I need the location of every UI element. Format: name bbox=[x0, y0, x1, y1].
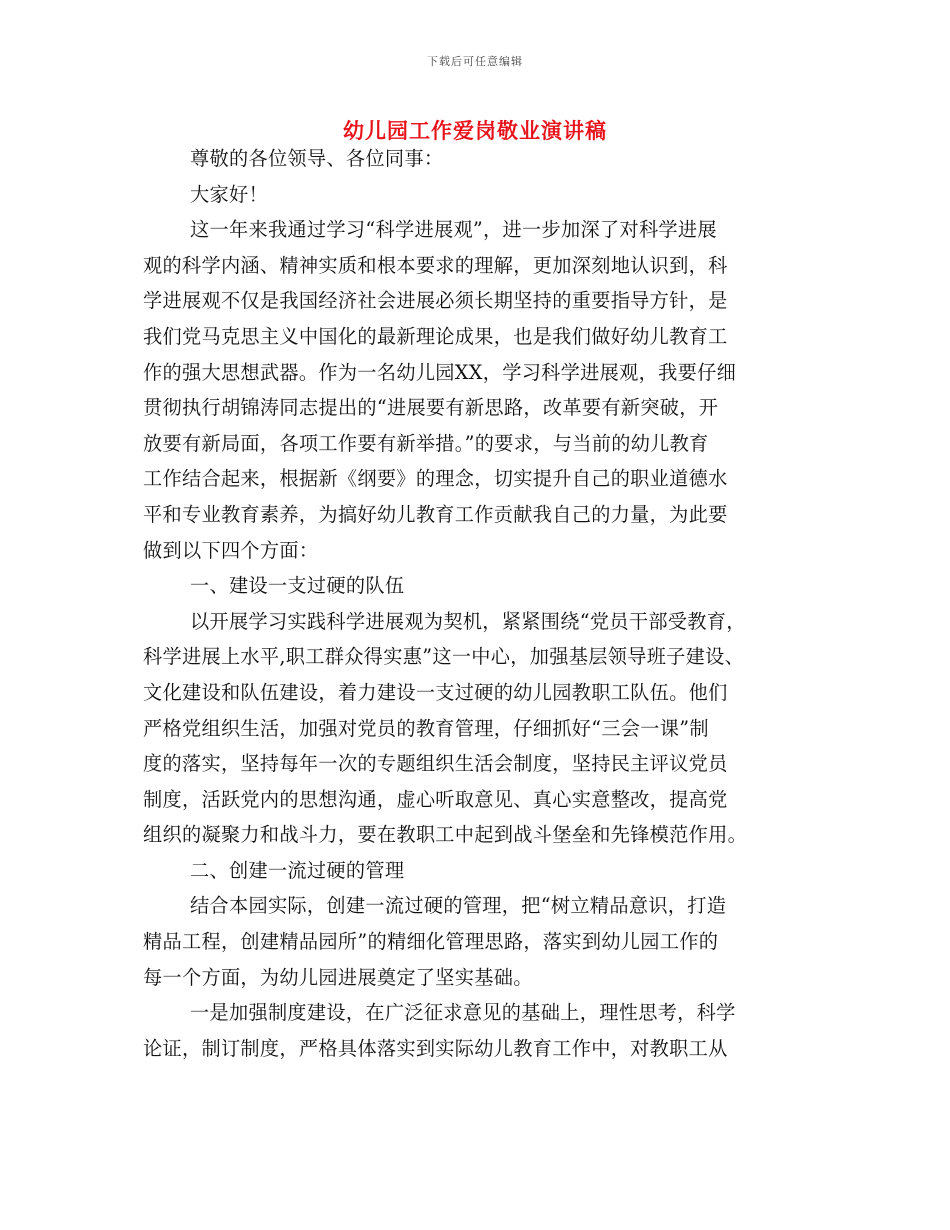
text-line: 这一年来我通过学习“科学进展观”，进一步加深了对科学进展 bbox=[190, 218, 717, 242]
text-line: 观的科学内涵、精神实质和根本要求的理解，更加深刻地认识到，科 bbox=[143, 253, 728, 277]
text-line: 作的强大思想武器。作为一名幼儿园XX，学习科学进展观，我要仔细 bbox=[143, 360, 737, 384]
header-note: 下载后可任意编辑 bbox=[427, 55, 523, 68]
text-line: 文化建设和队伍建设，着力建设一支过硬的幼儿园教职工队伍。他们 bbox=[143, 680, 728, 704]
text-line: 以开展学习实践科学进展观为契机，紧紧围绕“党员干部受教育， bbox=[190, 609, 746, 633]
text-line: 放要有新局面，各项工作要有新举措。”的要求，与当前的幼儿教育 bbox=[143, 431, 709, 455]
text-line: 度的落实，坚持每年一次的专题组织生活会制度，坚持民主评议党员 bbox=[143, 752, 728, 776]
text-line: 严格党组织生活，加强对党员的教育管理，仔细抓好“三会一课”制 bbox=[143, 716, 709, 740]
text-line: 结合本园实际，创建一流过硬的管理，把“树立精品意识，打造 bbox=[190, 894, 727, 918]
text-line: 我们党马克思主义中国化的最新理论成果，也是我们做好幼儿教育工 bbox=[143, 324, 728, 348]
text-line: 一是加强制度建设，在广泛征求意见的基础上，理性思考，科学 bbox=[190, 1001, 736, 1025]
text-line: 学进展观不仅是我国经济社会进展必须长期坚持的重要指导方针，是 bbox=[143, 289, 728, 313]
text-line: 做到以下四个方面： bbox=[143, 538, 319, 562]
text-line: 平和专业教育素养，为搞好幼儿教育工作贡献我自己的力量，为此要 bbox=[143, 502, 728, 526]
text-line: 二、创建一流过硬的管理 bbox=[190, 858, 405, 882]
document-body bbox=[143, 141, 803, 1066]
text-line: 精品工程，创建精品园所”的精细化管理思路，落实到幼儿园工作的 bbox=[143, 930, 719, 954]
text-line: 大家好！ bbox=[190, 182, 268, 206]
document-title: 幼儿园工作爱岗敬业演讲稿 bbox=[343, 118, 607, 143]
text-line: 制度，活跃党内的思想沟通，虚心听取意见、真心实意整改，提高党 bbox=[143, 787, 728, 811]
text-line: 尊敬的各位领导、各位同事： bbox=[190, 147, 444, 170]
text-line: 工作结合起来，根据新《纲要》的理念，切实提升自己的职业道德水 bbox=[143, 467, 728, 491]
text-line: 组织的凝聚力和战斗力，要在教职工中起到战斗堡垒和先锋模范作用。 bbox=[143, 823, 748, 847]
text-line: 论证，制订制度，严格具体落实到实际幼儿教育工作中，对教职工从 bbox=[143, 1036, 728, 1060]
text-line: 科学进展上水平,职工群众得实惠”这一中心，加强基层领导班子建设、 bbox=[143, 645, 745, 669]
text-line: 贯彻执行胡锦涛同志提出的“进展要有新思路，改革要有新突破，开 bbox=[143, 396, 719, 420]
text-line: 每一个方面，为幼儿园进展奠定了坚实基础。 bbox=[143, 965, 533, 989]
text-line: 一、建设一支过硬的队伍 bbox=[190, 574, 405, 598]
